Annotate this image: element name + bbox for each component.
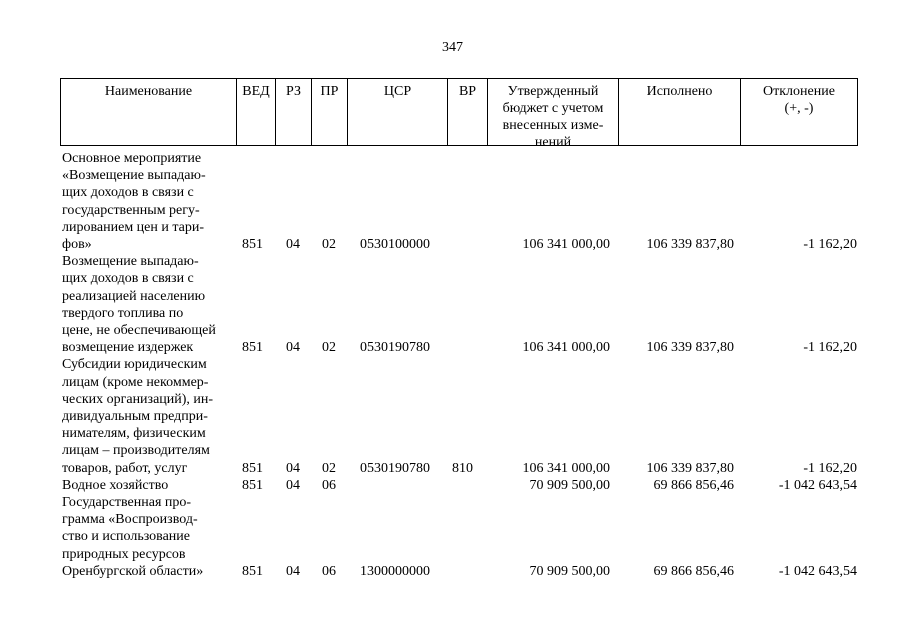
page-number: 347 — [442, 40, 463, 55]
row-executed: 106 339 837,80 — [646, 237, 734, 252]
header-ved — [237, 79, 276, 145]
row-ved: 851 — [242, 237, 263, 252]
header-rz-label: РЗ — [286, 84, 301, 99]
row-csr: 0530190780 — [360, 460, 430, 476]
row-name-line: лицам – производителям — [62, 443, 210, 459]
row-name-line: ство и использование — [62, 529, 191, 545]
row-deviation: -1 162,20 — [803, 340, 857, 356]
row-ved: 851 — [242, 340, 263, 356]
row-name-line: лицам (кроме некоммер- — [62, 374, 209, 390]
header-budget-line: внесенных изме- — [502, 118, 604, 133]
header-executed — [619, 79, 741, 145]
row-name-line: природных ресурсов — [62, 546, 186, 562]
row-rz: 04 — [286, 563, 300, 579]
row-ved: 851 — [242, 563, 263, 579]
header-deviation-line: (+, -) — [784, 101, 814, 116]
row-pr: 02 — [322, 340, 336, 356]
row-pr: 02 — [322, 460, 336, 476]
header-budget-line: бюджет с учетом — [502, 101, 604, 116]
header-deviation-line: Отклонение — [763, 84, 835, 99]
header-budget-line: Утвержденный — [507, 84, 599, 99]
row-deviation: -1 162,20 — [803, 237, 857, 252]
header-executed-label: Исполнено — [646, 84, 713, 99]
row-name-line: Возмещение выпадаю- — [62, 254, 199, 270]
row-name-line: цене, не обеспечивающей — [62, 323, 216, 338]
row-deviation: -1 042 643,54 — [778, 563, 857, 579]
row-executed: 106 339 837,80 — [646, 340, 734, 356]
row-name-line: реализацией населению — [62, 288, 206, 304]
header-vr-label: ВР — [458, 84, 477, 99]
header-pr-label: ПР — [320, 84, 339, 99]
row-name-line: Государственная про- — [62, 495, 192, 510]
row-budget: 106 341 000,00 — [522, 460, 610, 476]
row-deviation: -1 042 643,54 — [778, 477, 857, 493]
row-budget: 106 341 000,00 — [522, 237, 610, 252]
row-budget: 70 909 500,00 — [529, 563, 610, 579]
row-name-line: Основное мероприятие — [62, 151, 202, 166]
row-name-line: государственным регу- — [62, 202, 200, 218]
row-name-line: фов» — [62, 237, 92, 252]
row-budget: 106 341 000,00 — [522, 340, 610, 356]
row-name-line: «Возмещение выпадаю- — [62, 168, 206, 184]
row-ved: 851 — [242, 460, 263, 476]
row-rz: 04 — [286, 340, 300, 356]
header-vr — [448, 79, 488, 145]
row-executed: 69 866 856,46 — [653, 563, 734, 579]
row-csr: 0530100000 — [360, 237, 430, 252]
row-name-line: щих доходов в связи с — [62, 271, 194, 287]
row-ved: 851 — [242, 477, 263, 493]
header-name-label: Наименование — [104, 84, 193, 99]
header-ved-label: ВЕД — [242, 84, 270, 99]
header-csr — [348, 79, 448, 145]
header-csr-label: ЦСР — [383, 84, 412, 99]
row-name-line: дивидуальным предпри- — [62, 409, 208, 424]
row-pr: 06 — [322, 563, 336, 579]
header-name — [61, 79, 237, 145]
row-pr: 02 — [322, 237, 336, 252]
row-rz: 04 — [286, 477, 300, 493]
header-pr — [312, 79, 348, 145]
row-pr: 06 — [322, 477, 336, 493]
header-rz — [276, 79, 312, 145]
row-executed: 69 866 856,46 — [653, 477, 734, 493]
row-name-line: грамма «Воспроизвод- — [62, 512, 198, 528]
header-budget — [488, 79, 619, 150]
row-executed: 106 339 837,80 — [646, 460, 734, 476]
row-vr: 810 — [452, 460, 473, 476]
row-name-line: Субсидии юридическим — [62, 357, 207, 373]
row-deviation: -1 162,20 — [803, 460, 857, 476]
row-name-line: щих доходов в связи с — [62, 185, 194, 201]
row-name-line: нимателям, физическим — [62, 426, 206, 442]
row-name-line: Водное хозяйство — [62, 477, 169, 493]
row-name-line: возмещение издержек — [62, 340, 194, 356]
table-header — [60, 78, 858, 150]
row-name-line: Оренбургской области» — [62, 563, 204, 579]
row-csr: 1300000000 — [360, 563, 430, 579]
row-rz: 04 — [286, 460, 300, 476]
row-name-line: товаров, работ, услуг — [62, 460, 188, 476]
header-budget-line: нений — [534, 135, 572, 150]
row-csr: 0530190780 — [360, 340, 430, 356]
row-name-line: лированием цен и тари- — [62, 219, 205, 235]
row-name-line: твердого топлива по — [62, 305, 184, 321]
row-rz: 04 — [286, 237, 300, 252]
row-budget: 70 909 500,00 — [529, 477, 610, 493]
row-name-line: ческих организаций), ин- — [62, 391, 214, 407]
header-deviation — [741, 79, 857, 145]
